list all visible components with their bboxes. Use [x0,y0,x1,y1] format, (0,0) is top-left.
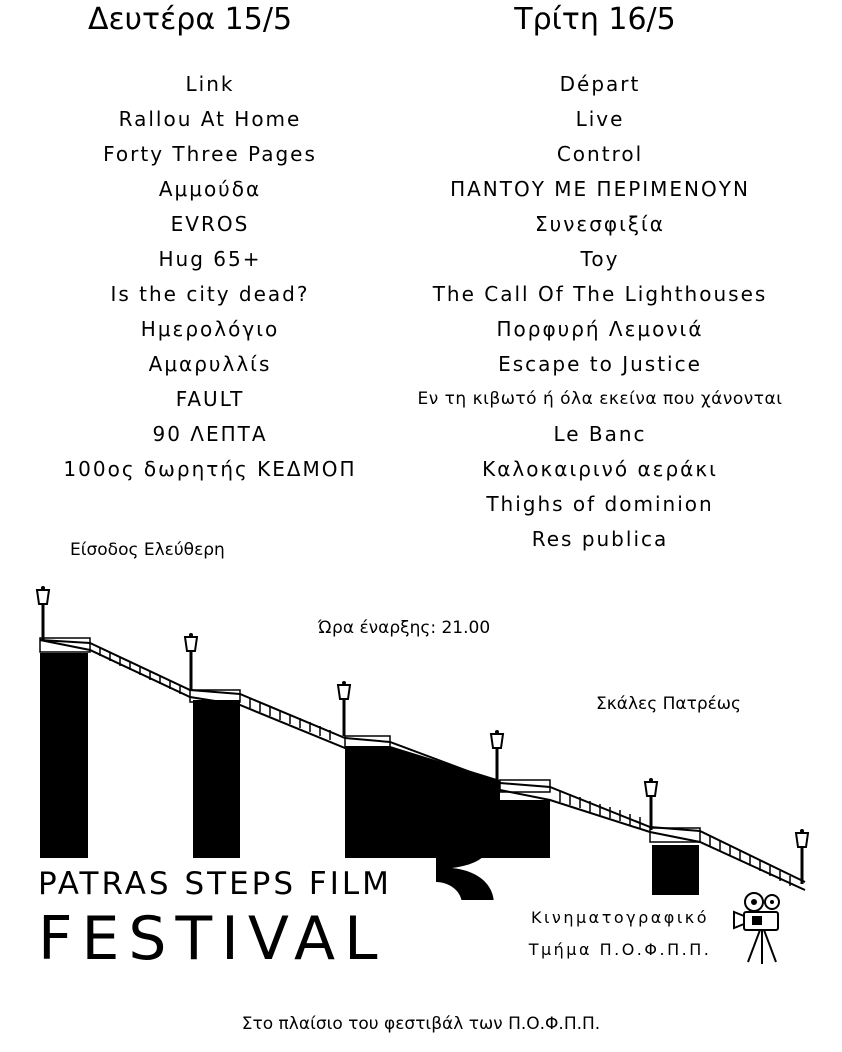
film-item: Is the city dead? [110,282,310,306]
film-item: FAULT [175,387,245,411]
film-item: Συνεσφιξία [535,212,665,236]
film-item: Πορφυρή Λεμονιά [496,317,704,341]
day1-title: Δευτέρα 15/5 [87,2,293,37]
film-item: Control [556,142,644,166]
film-item: Le Banc [553,422,647,446]
start-time-note: Ώρα έναρξης: 21.00 [318,618,491,638]
film-item: Link [185,72,235,96]
film-item: Départ [559,72,641,96]
lamp-post-icon [185,633,197,690]
film-item: Αμαρυλλίs [148,352,272,376]
film-item: Εν τη κιβωτό ή όλα εκείνα που χάνονται [417,389,783,409]
film-item: Res publica [531,527,669,551]
film-item: Rallou At Home [118,107,302,131]
film-item: Toy [580,247,620,271]
film-item: Live [575,107,625,131]
film-item: Escape to Justice [498,352,702,376]
lamp-post-icon [796,829,808,884]
festival-logo-line2: FESTIVAL [38,904,387,974]
lamp-post-icon [491,730,503,780]
edition-numeral-logo [404,816,494,900]
film-item: Αμμούδα [158,177,262,201]
film-item: ΠΑΝΤΟΥ ΜΕ ΠΕΡΙΜΕΝΟΥΝ [450,177,750,201]
film-item: 90 ΛΕΠΤΑ [152,422,268,446]
film-item: The Call Of The Lighthouses [432,282,768,306]
lamp-post-icon [645,778,657,830]
organizer-line1: Κινηματογραφικό [531,908,709,927]
film-item: Hug 65+ [158,247,262,271]
free-entry-note: Είσοδος Ελεύθερη [70,540,225,560]
film-item: EVROS [170,212,250,236]
lamp-post-icon [338,681,350,736]
film-item: Καλοκαιρινό αεράκι [482,457,718,481]
film-item: 100ος δωρητής ΚΕΔΜΟΠ [63,457,357,481]
festival-logo-line1: PATRAS STEPS FILM [38,866,392,902]
venue-note: Σκάλες Πατρέως [596,694,742,714]
organizer-line2: Τμήμα Π.Ο.Φ.Π.Π. [528,940,712,959]
film-item: Thighs of dominion [486,492,714,516]
day1-film-list [20,67,400,487]
day2-film-list [380,67,820,557]
film-item: Ημερολόγιο [140,317,280,341]
film-item: Forty Three Pages [103,142,317,166]
film-camera-icon [732,890,792,970]
lamp-post-icon [37,586,49,640]
footer-note: Στο πλαίσιο του φεστιβάλ των Π.Ο.Φ.Π.Π. [241,1014,601,1034]
day2-title: Τρίτη 16/5 [514,2,676,37]
